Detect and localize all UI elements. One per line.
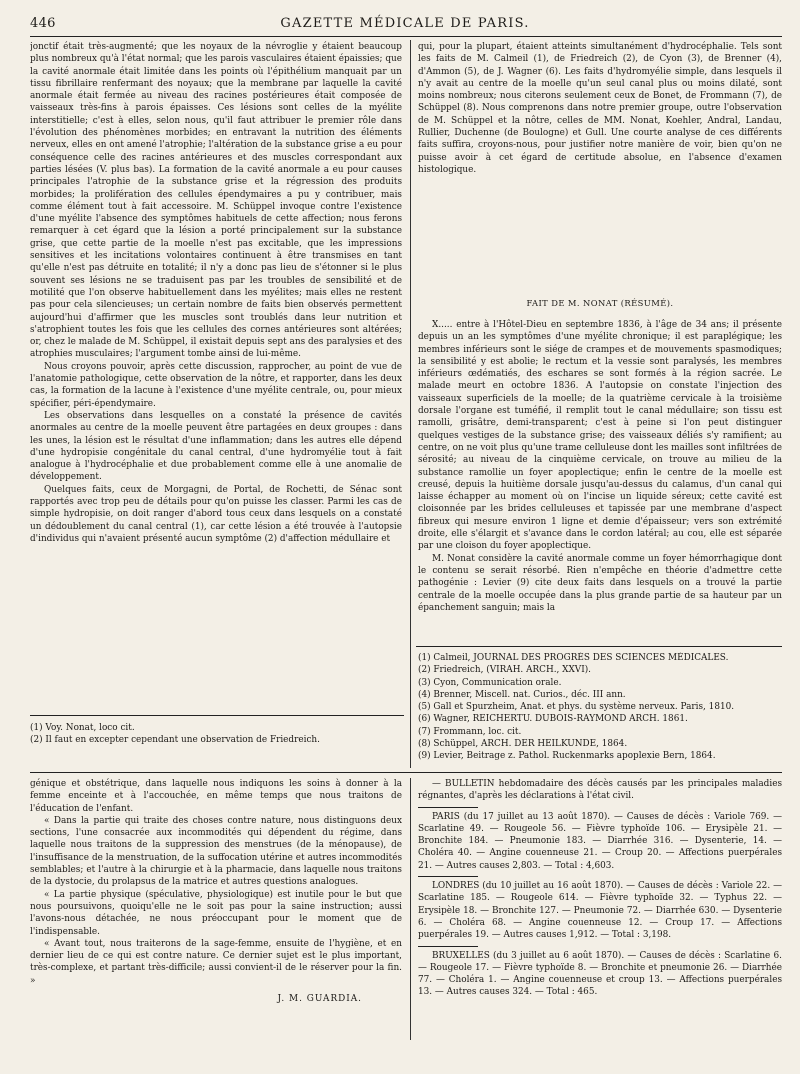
page-number: 446 bbox=[30, 16, 56, 31]
column-divider bbox=[410, 778, 411, 1040]
bottom-left-paragraph: « Avant tout, nous traiterons de la sage-femme, ensuite de l'hygiène, et en dernier lieu de ce qui est contre nature. Ce dernier sujet est le plus important, très-complexe, et partant très-difficile; aussi convient-il de le réserver pour la fin. » bbox=[30, 938, 402, 986]
case-paragraph: M. Nonat considère la cavité anormale comme un foyer hémorrhagique dont le contenu se serait résorbé. Rien n'empêche en théorie d'admettre cette pathogénie : Levier (9) cite deux faits dans lesquels on a trouvé la partie centrale de la moelle occupée dans la plus grande partie de sa hauteur par un épanchement sanguin; mais la bbox=[418, 553, 782, 613]
header-rule bbox=[30, 36, 782, 37]
mortality-bulletin bbox=[418, 778, 782, 1040]
footnote: (1) Voy. Nonat, loco cit. bbox=[30, 723, 135, 733]
left-footnotes bbox=[30, 722, 402, 762]
bulletin-separator bbox=[418, 807, 478, 808]
footnote: (4) Brenner, Miscell. nat. Curios., déc. III ann. bbox=[418, 689, 626, 700]
bulletin-bruxelles: BRUXELLES (du 3 juillet au 6 août 1870). — Causes de décès : Scarlatine 6. — Rougeole 17. — Fièvre typhoïde 8. — Bronchite et pneumonie 26. — Diarrhée 77. — Choléra 1. — Angine couenneuse et croup 13. — Affections puerpérales 13. — Autres causes 324. — Total : 465. bbox=[418, 950, 782, 998]
journal-title: GAZETTE MÉDICALE DE PARIS. bbox=[280, 16, 530, 31]
case-paragraph: X..... entre à l'Hôtel-Dieu en septembre 1836, à l'âge de 34 ans; il présente depuis un an les symptômes d'une myélite chronique; il est paraplégique; les membres inférieurs sont le siége de crampes et de mouvements spasmodiques; la sensibilité y est abolie; le rectum et la vessie sont paralysés, les membres inférieurs œdématiés, des eschares se sont formés à la région sacrée. Le malade meurt en octobre 1836. A l'autopsie on constate l'injection des vaisseaux superficiels de la moelle; de la quatrième cervicale à la troisième dorsale l'organe est tuméfié, il remplit tout le canal médullaire; son tissu est ramolli, grisâtre, demi-transparent; c'est à peine si l'on peut distinguer quelques vestiges de la substance grise; des vaisseaux déliés s'y ramifient; au centre, on ne voit plus qu'une trame celluleuse dont les mailles sont infiltrées de sérosité; au niveau de la cinquième cervicale, on trouve au milieu de la substance ramollie un foyer apoplectique; enfin le centre de la moelle est creusé, depuis la huitième dorsale jusqu'au-dessus du calamus, d'un canal qui laisse échapper au moment où on l'incise un liquide séreux; cette cavité est cloisonnée par les brides celluleuses et tapissée par une membrane d'aspect fibreux qui mesure environ 1 ligne et demie d'épaisseur; vers son extrémité droite, elle s'élargit et s'avance dans le cordon latéral; au cou, elle est séparée par une cloison du foyer apoplectique. bbox=[418, 320, 782, 552]
footnote: (9) Levier, Beitrage z. Pathol. Ruckenmarks apoplexie Bern, 1864. bbox=[418, 751, 716, 762]
left-paragraph: jonctif était très-augmenté; que les noyaux de la névroglie y étaient beaucoup plus nombreux qu'à l'état normal; que les parois vasculaires étaient épaissies; que la cavité anormale était limitée dans les points où l'épithélium manquait par un tissu fibrillaire renfermant des noyaux; que la membrane par laquelle la cavité anormale était fermée au niveau des racines postérieures était composée de vaisseaux très-fins à parois épaisses. Ces lésions sont celles de la myélite interstitielle; c'est à elles, selon nous, qu'il faut attribuer le premier rôle dans l'évolution des phénomènes morbides; en entravant la nutrition des éléments nerveux, elles en ont amené l'atrophie; l'altération de la substance grise a eu pour conséquence celle des racines antérieures et des muscles correspondant aux parties lésées (V. plus bas). La formation de la cavité anormale a eu pour causes principales l'atrophie de la substance grise et la régression des produits morbides; la prolifération des cellules épendymaires a pu y contribuer, mais comme élément tout à fait accessoire. M. Schüppel invoque contre l'existence d'une myélite l'absence des symptômes habituels de cette affection; nous ferons remarquer à cet égard que la lésion a porté principalement sur la substance grise, que cette partie de la moelle n'est pas excitable, que les impressions sensitives et les incitations volontaires continuent à être transmises en tant qu'elle n'est pas détruite en totalité; il n'y a donc pas lieu de s'étonner si le plus souvent ses lésions ne se traduisent pas par les troubles de sensibilité et de motilité que l'on observe habituellement dans les myélites; mais elles ne restent pas pour cela silencieuses; un certain nombre de faits bien observés permettent aujourd'hui d'affirmer que les muscles sont troublés dans leur nutrition et s'atrophient toutes les fois que les cellules des cornes antérieures sont altérées; or, chez le malade de M. Schüppel, il existait depuis sept ans des paralysies et des atrophies musculaires; l'argument tombe ainsi de lui-même. bbox=[30, 42, 402, 360]
bottom-left-paragraph: « La partie physique (spéculative, physiologique) est inutile pour le but que nous poursuivons, quoiqu'elle ne le soit pas pour la saine instruction; aussi l'avons-nous détachée, ne nous préoccupant pour le moment que de l'indispensable. bbox=[30, 889, 402, 937]
right-paragraph: qui, pour la plupart, étaient atteints simultanément d'hydrocéphalie. Tels sont les faits de M. Calmeil (1), de Friedreich (2), de Cyon (3), de Brenner (4), d'Ammon (5), de J. Wagner (6). Les faits d'hydromyélie simple, dans lesquels il n'y avait au centre de la moelle qu'un seul canal plus ou moins dilaté, sont moins nombreux; nous citerons seulement ceux de Bonet, de Frommann (7), de Schüppel (8). Nous comprenons dans notre premier groupe, outre l'observation de M. Schüppel et la nôtre, celles de MM. Nonat, Koehler, Andral, Landau, Rullier, Duchenne (de Boulogne) et Gull. Une courte analyse de ces différents faits suffira, croyons-nous, pour justifier notre manière de voir, bien qu'on ne puisse avoir à cet égard de certitude absolue, en l'absence d'examen histologique. bbox=[418, 42, 782, 175]
footnote: (6) Wagner, REICHERTU. DUBOIS-RAYMOND ARCH. 1861. bbox=[418, 714, 688, 725]
left-paragraph: Nous croyons pouvoir, après cette discussion, rapprocher, au point de vue de l'anatomie pathologique, cette observation de la nôtre, et rapporter, dans les deux cas, la formation de la lacune à l'existence d'une myélite centrale, ou, pour mieux spécifier, péri-épendymaire. bbox=[30, 361, 402, 409]
bottom-left-paragraph: « Dans la partie qui traite des choses contre nature, nous distinguons deux sections, l'une consacrée aux incommodités qui dépendent du régime, dans laquelle nous traitons de la suppression des menstrues (de la ménopause), de l'insuffisance de la menstruation, de la suffocation utérine et autres incommodités semblables; et l'autre à la chirurgie et à la pharmacie, dans laquelle nous traitons de la dystocie, du prolapsus de la matrice et autres questions analogues. bbox=[30, 815, 402, 888]
left-paragraph: Les observations dans lesquelles on a constaté la présence de cavités anormales au centre de la moelle peuvent être partagées en deux groupes : dans les unes, la lésion est le résultat d'une inflammation; dans les autres elle dépend d'une hydropisie congénitale du canal central, d'une hydromyélie tout à fait analogue à l'hydrocéphalie et due probablement comme elle à une anomalie de développement. bbox=[30, 410, 402, 483]
column-divider bbox=[410, 40, 411, 768]
footnote: (8) Schüppel, ARCH. DER HEILKUNDE, 1864. bbox=[418, 739, 628, 750]
left-column bbox=[30, 41, 402, 701]
bulletin-londres: LONDRES (du 10 juillet au 16 août 1870). — Causes de décès : Variole 22. — Scarlatine 185. — Rougeole 614. — Fièvre typhoïde 32. — Typhus 22. — Erysipèle 18. — Bronchite 127. — Pneumonie 72. — Diarrhée 630. — Dysenterie 6. — Choléra 68. — Angine couenneuse 12. — Croup 17. — Affections puerpérales 19. — Autres causes 1,912. — Total : 3,198. bbox=[418, 881, 782, 941]
footnote: (1) Calmeil, JOURNAL DES PROGRÈS DES SCIENCES MÉDICALES. bbox=[418, 653, 729, 663]
footnote: (2) Il faut en excepter cependant une observation de Friedreich. bbox=[30, 735, 320, 746]
bottom-left-column bbox=[30, 778, 402, 1036]
footnote: (3) Cyon, Communication orale. bbox=[418, 677, 562, 688]
left-paragraph: Quelques faits, ceux de Morgagni, de Portal, de Rochetti, de Sénac sont rapportés avec trop peu de détails pour qu'on puisse les classer. Parmi les cas de simple hydropisie, on doit ranger d'abord tous ceux dans lesquels on a constaté un dédoublement du canal central (1), car cette lésion a été trouvée à l'autopsie d'individus qui n'avaient présenté aucun symptôme (2) d'affection médullaire et bbox=[30, 484, 402, 544]
right-footnote-rule bbox=[416, 646, 782, 647]
bulletin-paris: PARIS (du 17 juillet au 13 août 1870). — Causes de décès : Variole 769. — Scarlatine 49. — Rougeole 56. — Fièvre typhoïde 106. — Erysipèle 21. — Bronchite 184. — Pneumonie 183. — Diarrhée 316. — Dysenterie, 14. — Choléra 40. — Angine couenneuse 21. — Croup 20. — Affections puerpérales 21. — Autres causes 2,803. — Total : 4,603. bbox=[418, 811, 782, 871]
signature: J. M. GUARDIA. bbox=[277, 994, 362, 1005]
bulletin-separator bbox=[418, 946, 478, 947]
section-rule bbox=[30, 772, 782, 773]
case-report bbox=[418, 319, 782, 641]
bulletin-separator bbox=[418, 876, 478, 877]
page-header bbox=[30, 14, 780, 38]
case-title: FAIT DE M. NONAT (RÉSUMÉ). bbox=[526, 298, 674, 308]
footnote: (2) Friedreich, (VIRAH. ARCH., XXVI). bbox=[418, 665, 591, 676]
right-footnotes bbox=[418, 652, 782, 768]
bottom-left-paragraph: génique et obstétrique, dans laquelle nous indiquons les soins à donner à la femme enceinte et à l'accouchée, en même temps que nous traitons de l'éducation de l'enfant. bbox=[30, 779, 402, 814]
footnote: (5) Gall et Spurzheim, Anat. et phys. du système nerveux. Paris, 1810. bbox=[418, 702, 735, 713]
footnote: (7) Frommann, loc. cit. bbox=[418, 726, 522, 737]
right-column bbox=[418, 41, 782, 295]
bulletin-intro: — BULLETIN hebdomadaire des décès causés par les principales maladies régnantes, d'après les déclarations à l'état civil. bbox=[418, 779, 782, 802]
left-footnote-rule bbox=[30, 715, 404, 716]
